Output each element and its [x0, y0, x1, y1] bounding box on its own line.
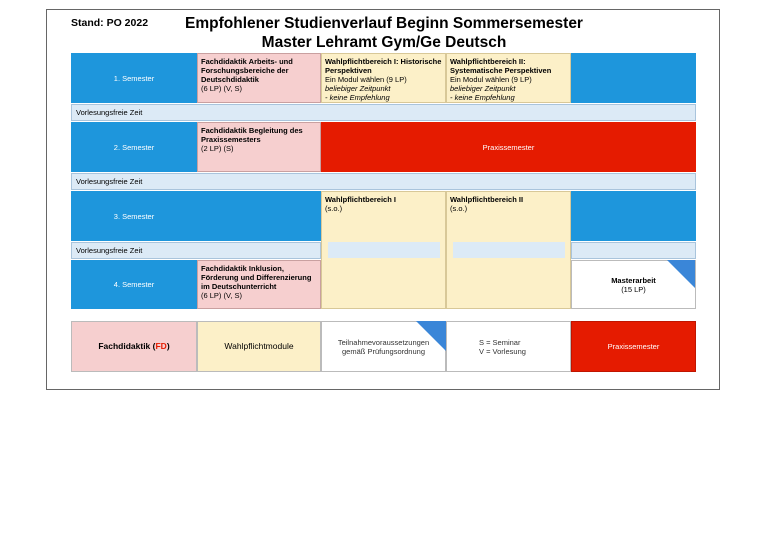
prerequisite-corner-icon: [667, 260, 695, 288]
legend-seminar: S = Seminar: [479, 337, 521, 347]
stand-label: Stand: PO 2022: [71, 17, 149, 29]
legend-fd-abbr: FD: [155, 341, 167, 351]
legend-abbreviations: [446, 321, 571, 372]
module-fd-arbeits-forschung: [197, 53, 321, 103]
module-title: Fachdidaktik Arbeits- und Forschungsbereiche der Deutschdidaktik: [201, 57, 293, 84]
legend-praxissemester: Praxissemester: [571, 321, 696, 372]
legend-vorlesung: V = Vorlesung: [479, 346, 526, 356]
title-line-1: Empfohlener Studienverlauf Beginn Sommersemester: [185, 15, 583, 32]
module-title: Wahlpflichtbereich I: [325, 195, 396, 204]
module-info: (6 LP) (V, S): [201, 291, 242, 300]
semester-3-label: 3. Semester: [71, 191, 197, 241]
module-title: Wahlpflichtbereich I: Historische Perspektiven: [325, 57, 442, 75]
legend-corner-icon: [416, 321, 446, 351]
module-line: beliebiger Zeitpunkt: [325, 84, 391, 93]
module-title: Wahlpflichtbereich II: Systematische Perspektiven: [450, 57, 552, 75]
module-info: (2 LP) (S): [201, 144, 234, 153]
module-wahlpflicht-1: [321, 53, 446, 103]
module-line: Ein Modul wählen (9 LP): [325, 75, 407, 84]
praxissemester-block: Praxissemester: [321, 122, 696, 172]
vorlesungsfreie-zeit-3: Vorlesungsfreie Zeit: [71, 242, 321, 259]
legend-wahlpflichtmodule: Wahlpflichtmodule: [197, 321, 321, 372]
module-line: - keine Empfehlung: [450, 93, 515, 102]
title-line-2: Master Lehramt Gym/Ge Deutsch: [261, 34, 507, 51]
vorlesungsfreie-zeit-1: Vorlesungsfreie Zeit: [71, 104, 696, 121]
module-fd-inklusion: [197, 260, 321, 309]
module-title: Fachdidaktik Begleitung des Praxissemesters: [201, 126, 303, 144]
semester-2-label: 2. Semester: [71, 122, 197, 172]
semester-3-empty: [197, 191, 321, 241]
semester-1-label: 1. Semester: [71, 53, 197, 103]
module-line: Ein Modul wählen (9 LP): [450, 75, 532, 84]
module-title: Wahlpflichtbereich II: [450, 195, 524, 204]
legend-fachdidaktik: [71, 321, 197, 372]
semester-3-empty-right: [571, 191, 696, 241]
legend-fd-close: ): [166, 341, 170, 351]
module-title: Fachdidaktik Inklusion, Förderung und Differenzierung im Deutschunterricht: [201, 264, 312, 291]
module-wahlpflicht-2: [446, 53, 571, 103]
legend-teilnahme-line: Teilnahmevoraussetzungen: [337, 337, 430, 347]
masterarbeit-title: Masterarbeit: [611, 275, 656, 285]
semester-4-label: 4. Semester: [71, 260, 197, 309]
masterarbeit-info: (15 LP): [621, 284, 646, 294]
module-line: - keine Empfehlung: [325, 93, 390, 102]
vorlesungsfreie-zeit-2: Vorlesungsfreie Zeit: [71, 173, 696, 190]
module-fd-praxisbegleitung: [197, 122, 321, 172]
free-time-strip: [328, 242, 440, 258]
free-time-strip: [453, 242, 565, 258]
free-time-strip: [571, 242, 696, 259]
page-title: [150, 14, 618, 52]
semester-1-empty: [571, 53, 696, 103]
legend-fd-label: Fachdidaktik (: [98, 341, 156, 351]
module-info: (s.o.): [450, 204, 468, 213]
module-line: beliebiger Zeitpunkt: [450, 84, 516, 93]
legend-teilnahme-line: gemäß Prüfungsordnung: [342, 346, 425, 356]
module-info: (s.o.): [325, 204, 343, 213]
module-info: (6 LP) (V, S): [201, 84, 242, 93]
